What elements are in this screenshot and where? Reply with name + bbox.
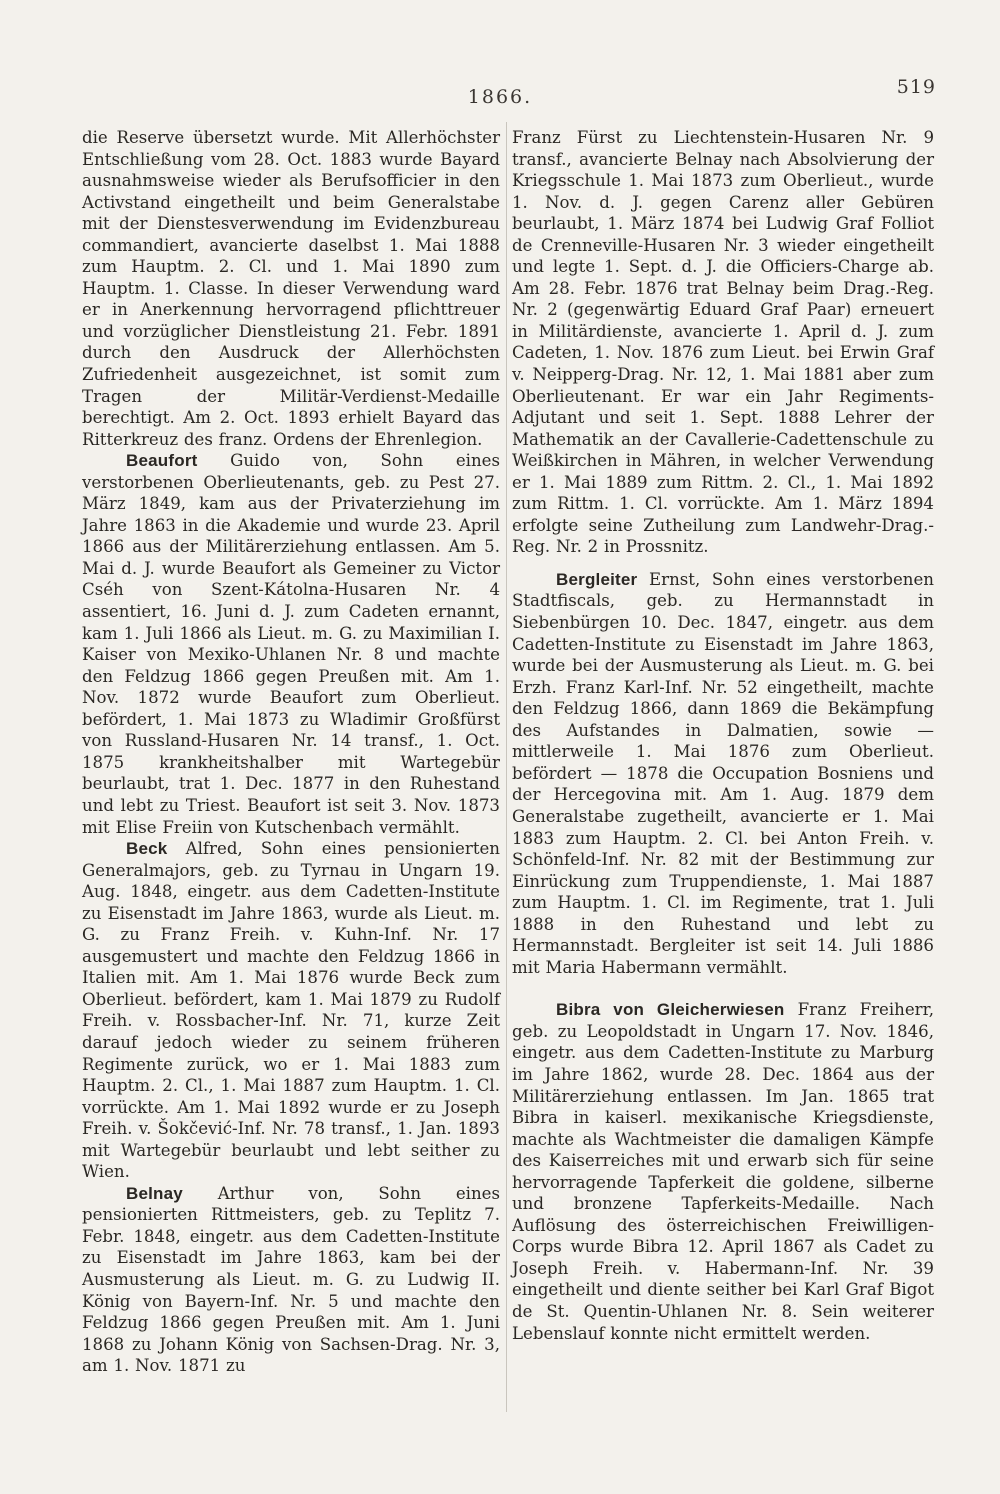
entry-beck <box>82 838 500 1183</box>
column-divider <box>506 122 507 1412</box>
right-column <box>512 127 934 1344</box>
entry-text: Alfred, Sohn eines pensionierten Generalmajors, geb. zu Tyrnau in Ungarn 19. Aug. 1848, eingetr. aus dem Cadetten-Institute zu Eisenstadt im Jahre 1863, wurde als Lieut. m. G. zu Franz Freih. v. Kuhn-Inf. Nr. 17 ausgemustert und machte den Feldzug 1866 in Italien mit. Am 1. Mai 1876 wurde Beck zum Oberlieut. befördert, kam 1. Mai 1879 zu Rudolf Freih. v. Rossbacher-Inf. Nr. 71, kurze Zeit darauf jedoch wieder zu seinem früheren Regimente zurück, wo er 1. Mai 1883 zum Hauptm. 2. Cl., 1. Mai 1887 zum Hauptm. 1. Cl. vorrückte. Am 1. Mai 1892 wurde er zu Joseph Freih. v. Šokčević-Inf. Nr. 78 transf., 1. Jan. 1893 mit Wartegebür beurlaubt und lebt seither zu Wien. <box>82 839 500 1182</box>
entry-text: Ernst, Sohn eines verstorbenen Stadtfiscals, geb. zu Hermannstadt in Siebenbürgen 10. Dec. 1847, eingetr. aus dem Cadetten-Institute zu Eisenstadt im Jahre 1863, wurde bei der Ausmusterung als Lieut. m. G. bei Erzh. Franz Karl-Inf. Nr. 52 eingetheilt, machte den Feldzug 1866, dann 1869 die Bekämpfung des Aufstandes in Dalmatien, sowie — mittlerweile 1. Mai 1876 zum Oberlieut. befördert — 1878 die Occupation Bosniens und der Hercegovina mit. Am 1. Aug. 1879 dem Generalstabe zugetheilt, avancierte er 1. Mai 1883 zum Hauptm. 2. Cl. bei Anton Freih. v. Schönfeld-Inf. Nr. 82 mit der Bestimmung zur Einrückung zum Truppendienste, 1. Mai 1887 zum Hauptm. 1. Cl. im Regimente, trat 1. Juli 1888 in den Ruhestand und lebt zu Hermannstadt. Bergleiter ist seit 14. Juli 1886 mit Maria Habermann vermählt. <box>512 569 934 977</box>
entry-bergleiter <box>512 569 934 978</box>
entry-text: Franz Freiherr, geb. zu Leopoldstadt in Ungarn 17. Nov. 1846, eingetr. aus dem Cadetten-Institute zu Marburg im Jahre 1862, wurde 28. Dec. 1864 aus der Militärerziehung entlassen. Im Jan. 1865 trat Bibra in kaiserl. mexikanische Kriegsdienste, machte als Wachtmeister die damaligen Kämpfe des Kaiserreiches mit und erwarb sich für seine hervorragende Tapferkeit die goldene, silberne und bronzene Tapferkeits-Medaille. Nach Auflösung des österreichischen Freiwilligen-Corps wurde Bibra 12. April 1867 als Cadet zu Joseph Freih. v. Habermann-Inf. Nr. 39 eingetheilt und diente seither bei Karl Graf Bigot de St. Quentin-Uhlanen Nr. 8. Sein weiterer Lebenslauf konnte nicht ermittelt werden. <box>512 1000 934 1343</box>
entry-name: Beaufort <box>126 451 198 471</box>
entry-name: Bergleiter <box>556 569 638 589</box>
left-column <box>82 127 500 1377</box>
entry-name: Bibra von Gleicherwiesen <box>556 1000 785 1020</box>
running-header-year: 1866. <box>467 86 533 108</box>
page-number: 519 <box>896 76 936 98</box>
entry-name: Belnay <box>126 1183 183 1203</box>
entry-text: Arthur von, Sohn eines pensionierten Rittmeisters, geb. zu Teplitz 7. Febr. 1848, eingetr. aus dem Cadetten-Institute zu Eisenstadt im Jahre 1863, kam bei der Ausmusterung als Lieut. m. G. zu Ludwig II. König von Bayern-Inf. Nr. 5 und machte den Feldzug 1866 gegen Preußen mit. Am 1. Juni 1868 zu Johann König von Sachsen-Drag. Nr. 3, am 1. Nov. 1871 zu <box>82 1183 500 1376</box>
entry-bibra <box>512 999 934 1344</box>
entry-beaufort <box>82 450 500 838</box>
continuation-paragraph: Franz Fürst zu Liechtenstein-Husaren Nr. 9 transf., avancierte Belnay nach Absolvierung der Kriegsschule 1. Mai 1873 zum Oberlieut., wurde 1. Nov. d. J. gegen Carenz aller Gebüren beurlaubt, 1. März 1874 bei Ludwig Graf Folliot de Crenneville-Husaren Nr. 3 wieder eingetheilt und legte 1. Sept. d. J. die Officiers-Charge ab. Am 28. Febr. 1876 trat Belnay beim Drag.-Reg. Nr. 2 (gegenwärtig Eduard Graf Paar) erneuert in Militärdienste, avancierte 1. April d. J. zum Cadeten, 1. Nov. 1876 zum Lieut. bei Erwin Graf v. Neipperg-Drag. Nr. 12, 1. Mai 1881 aber zum Oberlieutenant. Er war ein Jahr Regiments-Adjutant und seit 1. Sept. 1888 Lehrer der Mathematik an der Cavallerie-Cadettenschule zu Weißkirchen in Mähren, in welcher Verwendung er 1. Mai 1889 zum Rittm. 2. Cl., 1. Mai 1892 zum Rittm. 1. Cl. vorrückte. Am 1. März 1894 erfolgte seine Zutheilung zum Landwehr-Drag.-Reg. Nr. 2 in Prossnitz. <box>512 128 934 557</box>
continuation-paragraph: die Reserve übersetzt wurde. Mit Allerhöchster Entschließung vom 28. Oct. 1883 wurde Bayard ausnahmsweise wieder als Berufsofficier in den Activstand eingetheilt und beim Generalstabe mit der Dienstesverwendung im Evidenzbureau commandiert, avancierte daselbst 1. Mai 1888 zum Hauptm. 2. Cl. und 1. Mai 1890 zum Hauptm. 1. Classe. In dieser Verwendung ward er in Anerkennung hervorragend pflichttreuer und vorzüglicher Dienstleistung 21. Febr. 1891 durch den Ausdruck der Allerhöchsten Zufriedenheit ausgezeichnet, ist somit zum Tragen der Militär-Verdienst-Medaille berechtigt. Am 2. Oct. 1893 erhielt Bayard das Ritterkreuz des franz. Ordens der Ehrenlegion. <box>82 128 500 449</box>
entry-name: Beck <box>126 839 168 859</box>
entry-belnay <box>82 1183 500 1377</box>
entry-text: Guido von, Sohn eines verstorbenen Oberlieutenants, geb. zu Pest 27. März 1849, kam aus der Privaterziehung im Jahre 1863 in die Akademie und wurde 23. April 1866 aus der Militärerziehung entlassen. Am 5. Mai d. J. wurde Beaufort als Gemeiner zu Victor Cséh von Szent-Kátolna-Husaren Nr. 4 assentiert, 16. Juni d. J. zum Cadeten ernannt, kam 1. Juli 1866 als Lieut. m. G. zu Maximilian I. Kaiser von Mexiko-Uhlanen Nr. 8 und machte den Feldzug 1866 gegen Preußen mit. Am 1. Nov. 1872 wurde Beaufort zum Oberlieut. befördert, 1. Mai 1873 zu Wladimir Großfürst von Russland-Husaren Nr. 14 transf., 1. Oct. 1875 krankheitshalber mit Wartegebür beurlaubt, trat 1. Dec. 1877 in den Ruhestand und lebt zu Triest. Beaufort ist seit 3. Nov. 1873 mit Elise Freiin von Kutschenbach vermählt. <box>82 451 500 837</box>
